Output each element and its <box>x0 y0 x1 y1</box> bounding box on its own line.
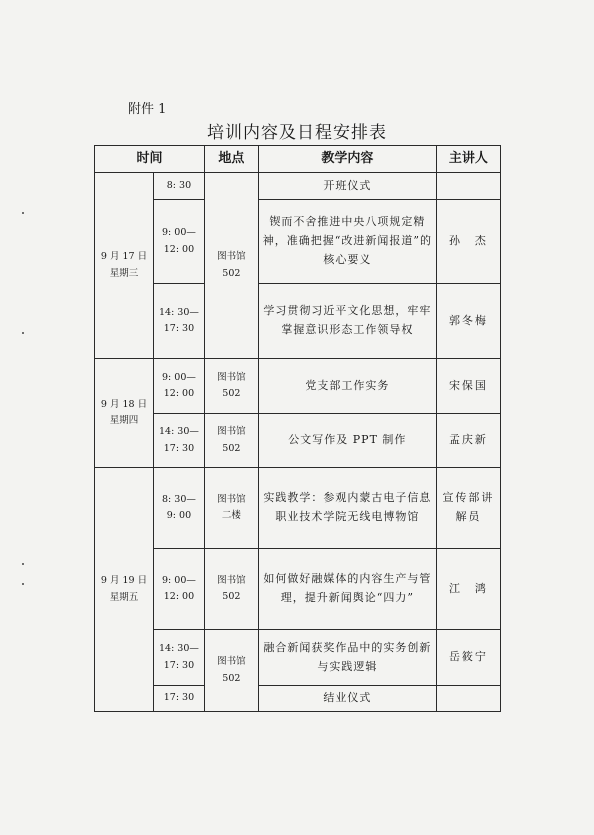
time-cell <box>154 468 205 549</box>
speaker-cell: 孟庆新 <box>436 414 500 468</box>
attachment-label: 附件 1 <box>128 102 167 117</box>
time-end: 12: 00 <box>163 591 195 602</box>
table-row <box>95 414 501 468</box>
speaker-cell: 宣传部讲解员 <box>436 468 500 549</box>
content-cell: 学习贯彻习近平文化思想，牢牢掌握意识形态工作领导权 <box>258 284 436 359</box>
time-start: 9: 00— <box>162 574 196 586</box>
table-row <box>95 173 501 200</box>
table-row <box>95 284 501 359</box>
header-row <box>95 146 501 173</box>
time-end: 12: 00 <box>163 388 195 399</box>
time-end: 9: 00 <box>166 510 192 521</box>
location-line1: 图书馆 <box>217 574 246 586</box>
speaker-cell: 孙 杰 <box>436 200 500 284</box>
date-text: 9 月 19 日 <box>100 575 148 587</box>
content-cell: 公文写作及 PPT 制作 <box>258 414 436 468</box>
date-cell <box>95 173 154 359</box>
location-line1: 图书馆 <box>217 371 246 383</box>
header-content: 教学内容 <box>258 146 436 173</box>
header-time: 时间 <box>95 146 205 173</box>
content-cell: 锲而不舍推进中央八项规定精神，准确把握“改进新闻报道”的核心要义 <box>258 200 436 284</box>
time-cell <box>154 200 205 284</box>
time-end: 17: 30 <box>163 442 195 454</box>
scan-speck <box>22 583 24 585</box>
content-cell: 结业仪式 <box>258 686 436 712</box>
location-cell <box>204 549 258 630</box>
time-start: 9: 00— <box>162 371 196 383</box>
table-row <box>95 549 501 630</box>
location-cell <box>204 414 258 468</box>
time-start: 14: 30— <box>158 306 199 318</box>
time-cell <box>154 284 205 359</box>
time-cell <box>154 359 205 414</box>
location-line2: 502 <box>222 267 241 279</box>
location-line1: 图书馆 <box>217 493 246 505</box>
time-start: 17: 30 <box>163 692 195 704</box>
content-cell: 如何做好融媒体的内容生产与管理，提升新闻舆论“四力” <box>258 549 436 630</box>
location-line1: 图书馆 <box>217 656 246 668</box>
location-cell <box>204 359 258 414</box>
content-cell: 开班仪式 <box>258 173 436 200</box>
table-row <box>95 468 501 549</box>
date-text: 9 月 17 日 <box>100 251 148 263</box>
time-end: 12: 00 <box>163 243 195 255</box>
location-line2: 502 <box>222 388 241 399</box>
scan-speck <box>22 563 24 565</box>
location-cell <box>204 630 258 712</box>
weekday-text: 星期四 <box>109 415 139 426</box>
location-line1: 图书馆 <box>217 251 246 263</box>
table-row <box>95 200 501 284</box>
speaker-cell: 岳筱宁 <box>436 630 500 686</box>
time-start: 8: 30 <box>166 179 192 191</box>
content-cell: 党支部工作实务 <box>258 359 436 414</box>
location-line2: 502 <box>222 672 241 684</box>
content-cell: 融合新闻获奖作品中的实务创新与实践逻辑 <box>258 630 436 686</box>
time-cell <box>154 414 205 468</box>
location-line2: 502 <box>222 591 241 602</box>
time-cell <box>154 549 205 630</box>
time-start: 14: 30— <box>158 426 199 438</box>
time-start: 8: 30— <box>162 493 196 505</box>
weekday-text: 星期五 <box>109 591 139 603</box>
date-text: 9 月 18 日 <box>100 398 148 410</box>
schedule-table <box>94 145 501 712</box>
location-line2: 502 <box>222 442 241 454</box>
date-cell <box>95 359 154 468</box>
time-end: 17: 30 <box>163 659 195 671</box>
scan-speck <box>22 332 24 334</box>
time-start: 14: 30— <box>158 643 199 655</box>
date-cell <box>95 468 154 712</box>
page-title: 培训内容及日程安排表 <box>207 123 387 143</box>
time-cell <box>154 630 205 686</box>
scan-speck <box>22 212 24 214</box>
weekday-text: 星期三 <box>109 267 139 279</box>
table-row <box>95 686 501 712</box>
header-speaker: 主讲人 <box>436 146 500 173</box>
content-cell: 实践教学：参观内蒙古电子信息职业技术学院无线电博物馆 <box>258 468 436 549</box>
speaker-cell: 宋保国 <box>436 359 500 414</box>
time-cell <box>154 173 205 200</box>
speaker-cell: 郭冬梅 <box>436 284 500 359</box>
location-line2: 二楼 <box>221 510 241 521</box>
location-cell <box>204 173 258 359</box>
time-start: 9: 00— <box>162 227 196 239</box>
table-row <box>95 630 501 686</box>
header-location: 地点 <box>204 146 258 173</box>
location-cell <box>204 468 258 549</box>
time-end: 17: 30 <box>163 323 195 334</box>
time-cell <box>154 686 205 712</box>
table-row <box>95 359 501 414</box>
speaker-cell: 江 鸿 <box>436 549 500 630</box>
speaker-cell <box>436 686 500 712</box>
speaker-cell <box>436 173 500 200</box>
location-line1: 图书馆 <box>217 426 246 438</box>
